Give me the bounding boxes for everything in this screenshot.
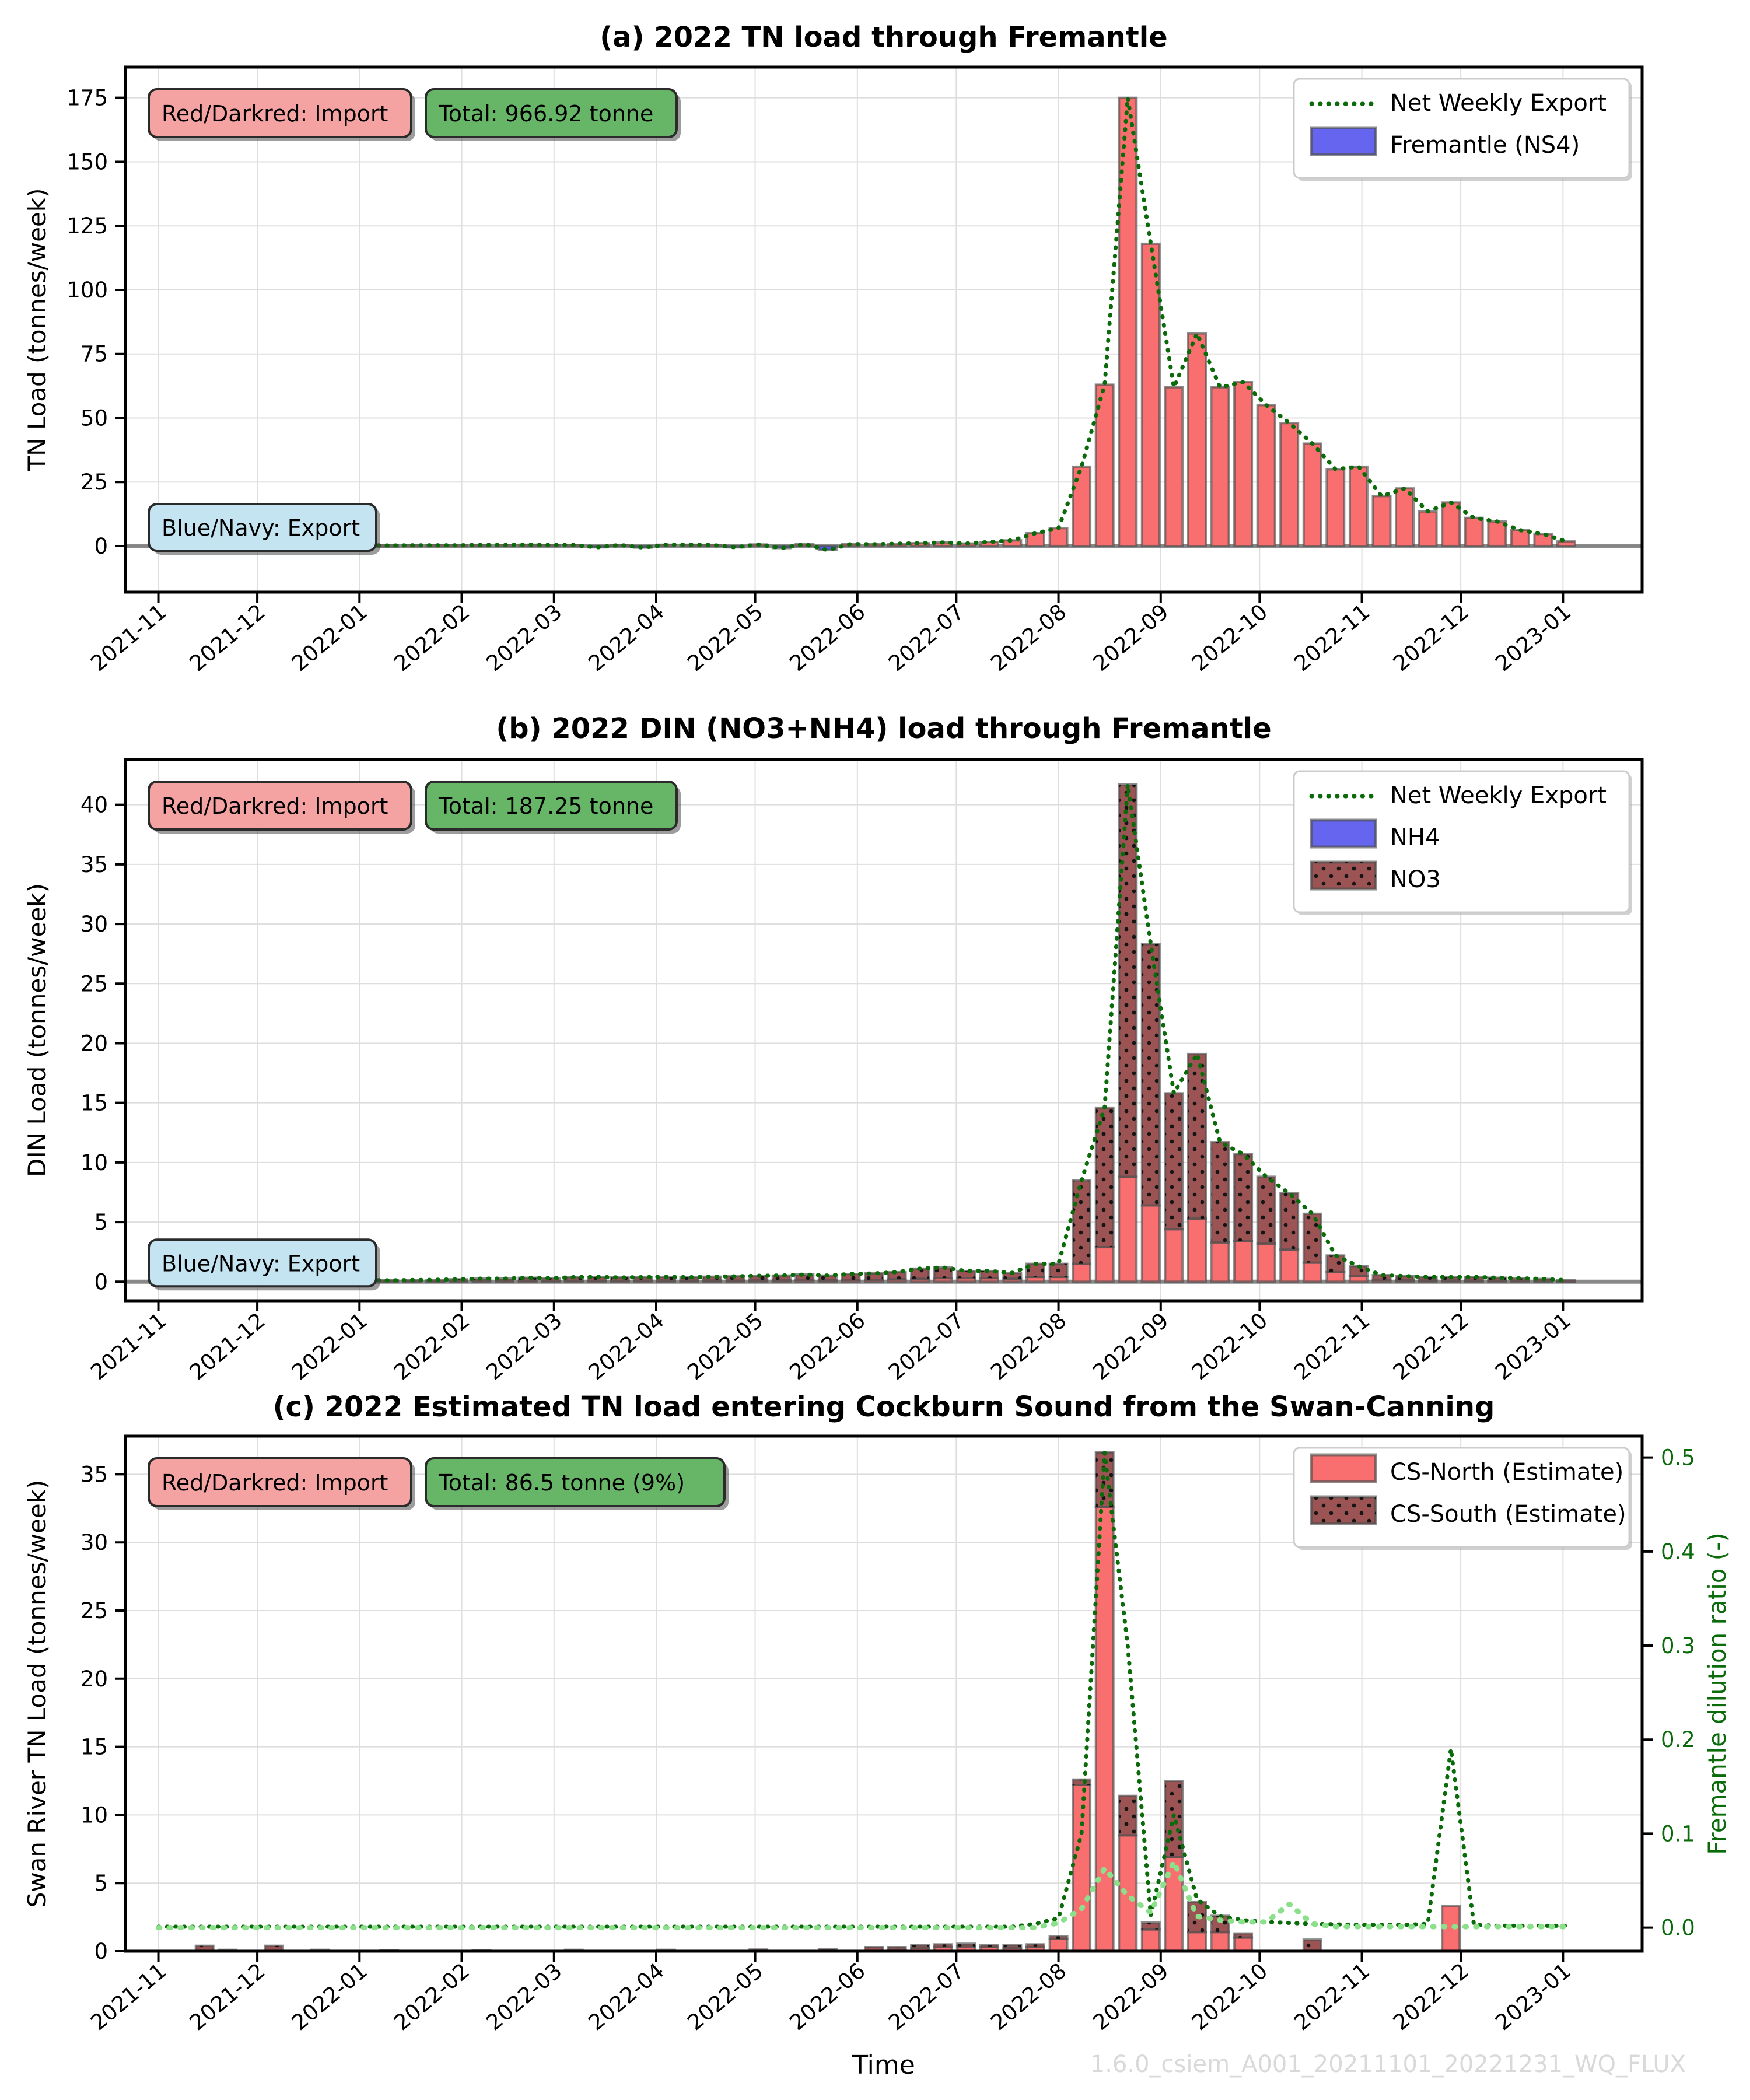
bar-segment-bottom [1280,1250,1298,1282]
right-tick-label: 0.3 [1661,1633,1695,1659]
y-tick-label: 40 [80,792,108,818]
panel-c-legend [1294,1448,1632,1550]
x-tick-label: 2022-08 [986,598,1072,677]
import-box-b-label: Red/Darkred: Import [162,793,388,819]
right-tick-label: 0.5 [1661,1445,1695,1471]
y-tick-label: 30 [80,1530,108,1556]
bar-week [1142,244,1160,546]
bar-segment-bottom [1096,1507,1114,1952]
x-tick-label: 2021-12 [184,1958,270,2036]
x-tick-label: 2022-05 [682,1958,768,2036]
y-tick-label: 15 [80,1090,108,1116]
bar-segment-bottom [1188,1932,1206,1951]
y-tick-label: 10 [80,1803,108,1828]
y-tick-label: 75 [80,341,108,367]
y-tick-label: 5 [94,1871,108,1896]
y-tick-label: 0 [94,1269,108,1295]
y-tick-label: 0 [94,1939,108,1964]
x-tick-label: 2022-02 [389,1307,475,1385]
y-tick-label: 25 [80,1598,108,1624]
total-box-c-label: Total: 86.5 tonne (9%) [439,1470,685,1496]
bar-week [1511,530,1529,546]
y-tick-label: 100 [66,277,108,303]
x-tick-label: 2022-10 [1187,598,1273,677]
bar-week [1558,541,1575,546]
x-tick-label: 2022-01 [287,598,373,677]
legend-label: NH4 [1390,824,1440,851]
legend-label: Net Weekly Export [1390,782,1606,809]
bar-segment-bottom [1142,1930,1160,1951]
y-tick-label: 35 [80,1462,108,1488]
x-tick-label: 2022-11 [1289,1958,1375,2036]
x-tick-label: 2021-12 [184,598,270,677]
panel-a-ylabel: TN Load (tonnes/week) [23,188,51,471]
export-box-b-label: Blue/Navy: Export [162,1251,360,1277]
x-tick-label: 2022-12 [1388,1307,1474,1385]
time-axis-label: Time [852,2050,915,2080]
bar-week [1212,387,1229,546]
bar-segment-bottom [1119,1835,1136,1951]
bar-week [1304,443,1321,546]
x-tick-label: 2022-05 [682,1307,768,1385]
x-tick-label: 2022-01 [287,1958,373,2036]
y-tick-label: 20 [80,1666,108,1692]
y-tick-label: 175 [66,85,108,111]
legend-label: CS-South (Estimate) [1390,1501,1626,1528]
bar-segment-bottom [1073,1785,1090,1951]
total-box-b [426,782,681,834]
x-tick-label: 2022-03 [481,598,567,677]
y-tick-label: 20 [80,1031,108,1056]
bar-week [1003,540,1021,546]
export-box-a [149,504,380,555]
import-box-a-label: Red/Darkred: Import [162,101,388,127]
bar-week [1534,534,1552,546]
legend-label: Fremantle (NS4) [1390,132,1580,159]
y-tick-label: 0 [94,533,108,559]
bar-segment-bottom [1326,1272,1344,1282]
panel-c-ylabel: Swan River TN Load (tonnes/week) [23,1479,51,1908]
x-tick-label: 2022-10 [1187,1958,1273,2036]
bar-segment-bottom [1212,1242,1229,1282]
bar-segment-bottom [1073,1264,1090,1282]
y-tick-label: 25 [80,971,108,997]
x-tick-label: 2022-02 [389,1958,475,2036]
y-tick-label: 150 [66,149,108,175]
y-tick-label: 10 [80,1150,108,1175]
bar-segment-bottom [1258,1244,1275,1282]
import-box-c [149,1458,415,1510]
total-box-a-label: Total: 966.92 tonne [439,101,654,127]
x-tick-label: 2022-02 [389,598,475,677]
bar-week [1165,387,1182,546]
total-box-c [426,1458,729,1510]
export-box-b [149,1240,380,1290]
x-tick-label: 2021-11 [86,598,172,677]
x-tick-label: 2021-12 [184,1307,270,1385]
bar-segment-bottom [1165,1229,1182,1282]
bar-segment-bottom [1212,1932,1229,1951]
x-tick-label: 2022-01 [287,1307,373,1385]
panel-b-ylabel: DIN Load (tonnes/week) [23,883,51,1177]
x-tick-label: 2022-03 [481,1958,567,2036]
total-box-a [426,89,681,141]
right-tick-label: 0.0 [1661,1915,1695,1941]
panel-c-title: (c) 2022 Estimated TN load entering Cockburn Sound from the Swan-Canning [272,1391,1495,1423]
bar-segment-bottom [1165,1857,1182,1951]
bar-segment-bottom [1234,1241,1252,1282]
bar-segment-bottom [1304,1263,1321,1282]
x-tick-label: 2022-09 [1088,598,1174,677]
x-tick-label: 2022-07 [884,598,970,677]
bar-week [1280,423,1298,546]
x-tick-label: 2022-05 [682,598,768,677]
legend-label: Net Weekly Export [1390,90,1606,117]
x-tick-label: 2022-07 [884,1307,970,1385]
y-tick-label: 5 [94,1210,108,1236]
x-tick-label: 2023-01 [1490,598,1576,677]
bar-week [1234,382,1252,546]
x-tick-label: 2022-06 [785,1307,870,1385]
x-tick-label: 2022-09 [1088,1307,1174,1385]
import-box-b [149,782,415,834]
x-tick-label: 2023-01 [1490,1958,1576,2036]
x-tick-label: 2022-08 [986,1307,1072,1385]
bar-segment-bottom [1096,1247,1114,1282]
y-tick-label: 50 [80,405,108,431]
x-tick-label: 2022-12 [1388,598,1474,677]
x-tick-label: 2023-01 [1490,1307,1576,1385]
y-tick-label: 35 [80,852,108,877]
bar-segment-bottom [1142,1206,1160,1282]
right-tick-label: 0.4 [1661,1539,1695,1564]
export-box-a-label: Blue/Navy: Export [162,514,360,541]
bar-segment-bottom [1119,1177,1136,1282]
watermark: 1.6.0_csiem_A001_20211101_20221231_WQ_FLUX [1090,2051,1686,2078]
bar-segment-bottom [1188,1219,1206,1282]
right-tick-label: 0.1 [1661,1821,1695,1847]
x-tick-label: 2022-06 [785,598,870,677]
right-axis-label: Fremantle dilution ratio (-) [1703,1532,1731,1855]
bar-week [1258,405,1275,547]
x-tick-label: 2022-08 [986,1958,1072,2036]
y-tick-label: 125 [66,214,108,239]
x-tick-label: 2022-03 [481,1307,567,1385]
x-tick-label: 2022-12 [1388,1958,1474,2036]
x-tick-label: 2022-11 [1289,598,1375,677]
bar-week [1350,467,1367,546]
import-box-a [149,89,415,141]
bar-week [1373,496,1391,546]
bar-week [1326,469,1344,546]
legend-label: NO3 [1390,866,1441,893]
x-tick-label: 2021-11 [86,1958,172,2036]
bar-week [1419,512,1437,546]
right-tick-label: 0.2 [1661,1727,1695,1753]
x-tick-label: 2022-06 [785,1958,870,2036]
bar-segment-bottom [1234,1938,1252,1951]
x-tick-label: 2022-07 [884,1958,970,2036]
x-tick-label: 2021-11 [86,1307,172,1385]
legend-label: CS-North (Estimate) [1390,1459,1624,1486]
y-tick-label: 15 [80,1734,108,1760]
bar-week [1396,488,1413,546]
x-tick-label: 2022-04 [583,1307,669,1385]
panel-b-legend [1294,771,1632,915]
bar-week [1188,334,1206,546]
panel-a-legend [1294,79,1632,181]
x-tick-label: 2022-04 [583,1958,669,2036]
bar-week [1465,518,1483,546]
y-tick-label: 30 [80,912,108,937]
x-tick-label: 2022-04 [583,598,669,677]
y-tick-label: 25 [80,470,108,495]
x-tick-label: 2022-10 [1187,1307,1273,1385]
total-box-b-label: Total: 187.25 tonne [439,793,654,819]
x-tick-label: 2022-09 [1088,1958,1174,2036]
panel-a-title: (a) 2022 TN load through Fremantle [600,21,1168,54]
bar-segment-bottom [1050,1939,1068,1951]
panel-b-title: (b) 2022 DIN (NO3+NH4) load through Fremantle [496,712,1272,745]
x-tick-label: 2022-11 [1289,1307,1375,1385]
import-box-c-label: Red/Darkred: Import [162,1470,388,1496]
